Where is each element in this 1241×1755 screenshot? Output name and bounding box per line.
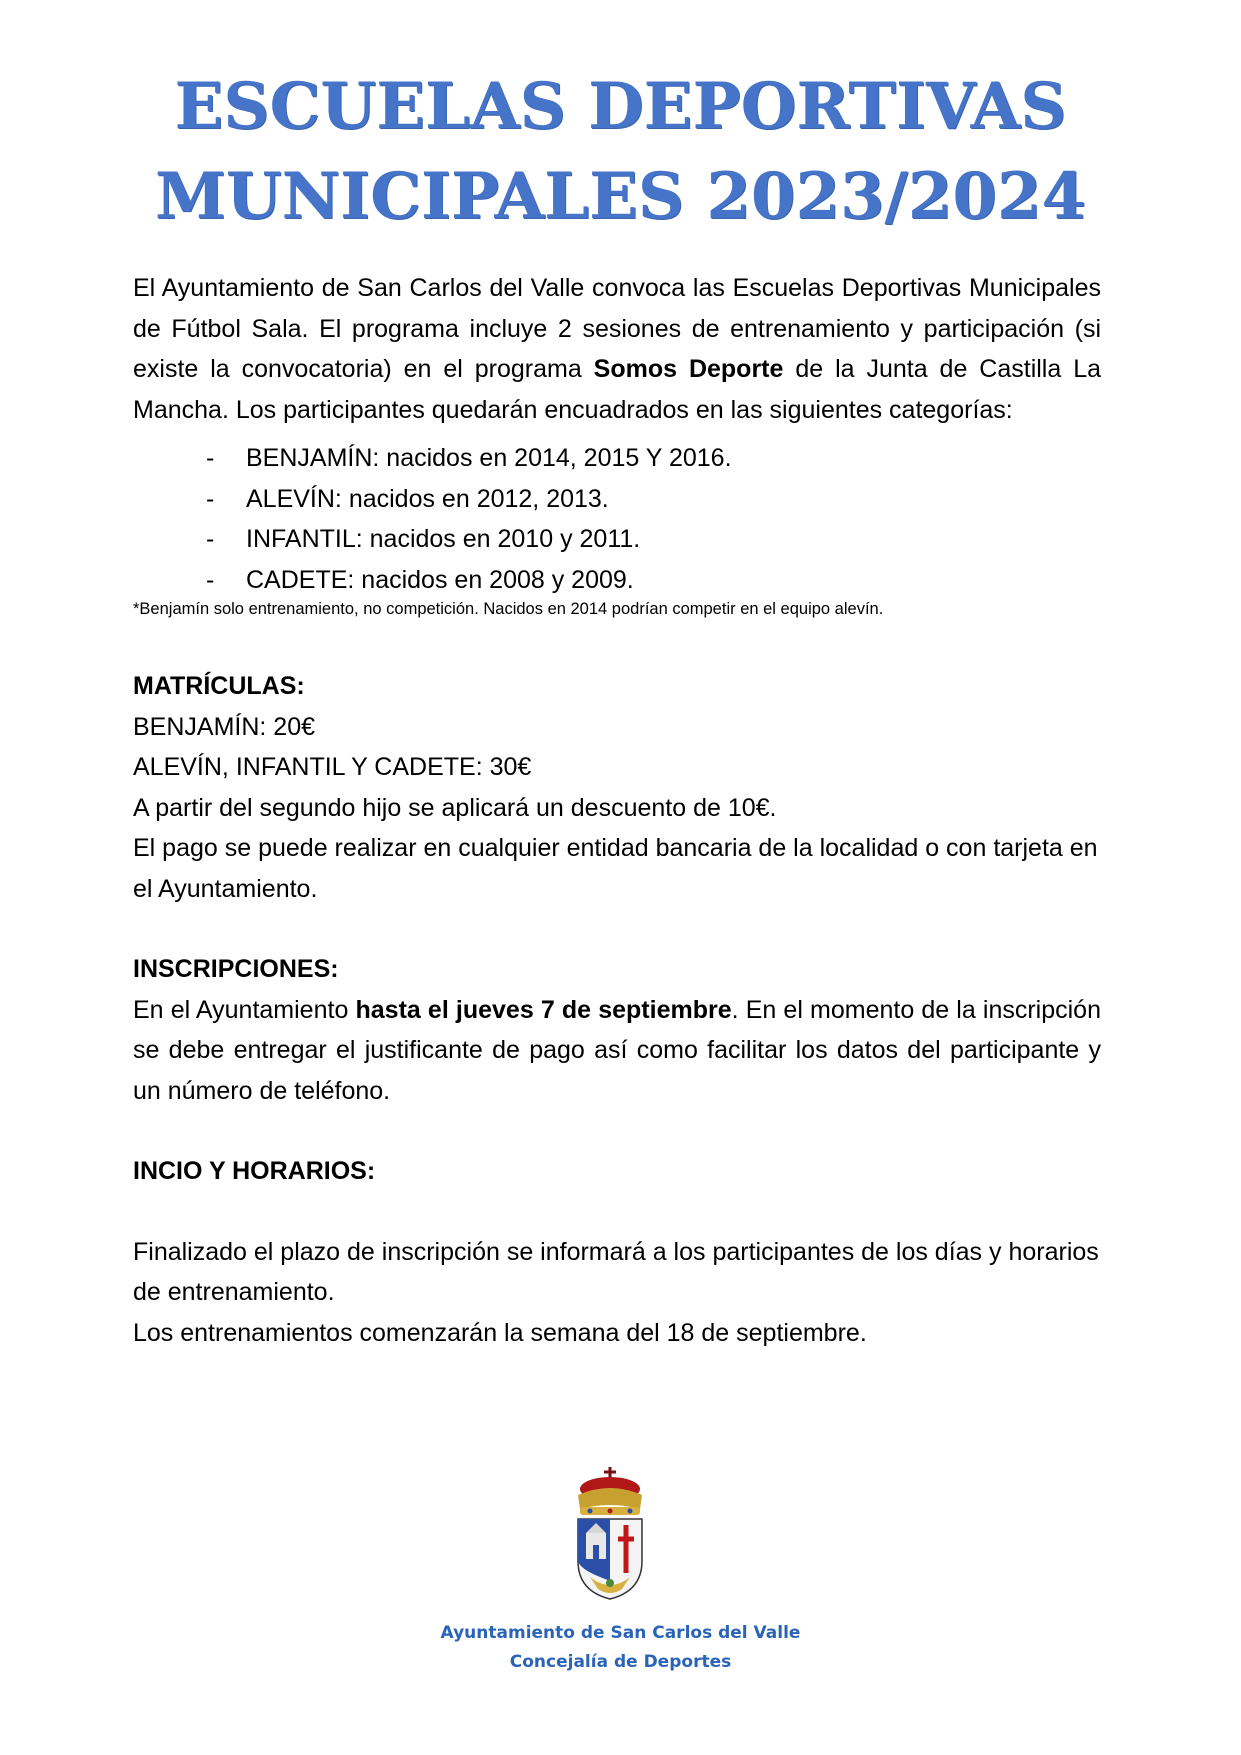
category-alevin: ALEVÍN: nacidos en 2012, 2013. bbox=[246, 484, 609, 513]
bullet-dash: - bbox=[206, 444, 215, 472]
bullet-dash: - bbox=[206, 484, 215, 513]
list-item bbox=[133, 438, 1101, 479]
coat-of-arms-logo bbox=[560, 1465, 660, 1605]
inscripciones-heading: INSCRIPCIONES: bbox=[133, 955, 339, 983]
inscripciones-paragraph bbox=[133, 990, 1101, 1112]
category-benjamin: BENJAMÍN: nacidos en 2014, 2015 Y 2016. bbox=[246, 444, 732, 472]
intro-paragraph bbox=[133, 268, 1101, 430]
matricula-payment: El pago se puede realizar en cualquier entidad bancaria de la localidad o con tarjeta en el Ayuntamiento. bbox=[133, 834, 1098, 903]
inscripciones-deadline: hasta el jueves 7 de septiembre bbox=[355, 995, 732, 1024]
footer bbox=[0, 1619, 1241, 1677]
category-list bbox=[133, 438, 1101, 600]
footer-line-2: Concejalía de Deportes bbox=[509, 1652, 732, 1672]
shield-icon bbox=[578, 1519, 642, 1599]
inscripciones-text-1: En el Ayuntamiento bbox=[133, 995, 356, 1024]
title-line-2: MUNICIPALES 2023/2024 bbox=[155, 159, 1086, 234]
footer-line-1: Ayuntamiento de San Carlos del Valle bbox=[440, 1623, 801, 1643]
bullet-dash: - bbox=[206, 565, 215, 594]
footnote: *Benjamín solo entrenamiento, no competición. Nacidos en 2014 podrían competir en el equipo alevín. bbox=[133, 600, 884, 618]
matricula-benjamin: BENJAMÍN: 20€ bbox=[133, 712, 316, 741]
matricula-discount: A partir del segundo hijo se aplicará un descuento de 10€. bbox=[133, 793, 777, 822]
matricula-others: ALEVÍN, INFANTIL Y CADETE: 30€ bbox=[133, 753, 532, 781]
list-item bbox=[133, 560, 1101, 601]
title-line-1: ESCUELAS DEPORTIVAS bbox=[174, 69, 1067, 144]
horarios-start: Los entrenamientos comenzarán la semana del 18 de septiembre. bbox=[133, 1318, 867, 1347]
intro-text-2: de la Junta de Castilla La Mancha. Los participantes quedarán encuadrados en las siguientes categorías: bbox=[133, 355, 1101, 424]
horarios-info: Finalizado el plazo de inscripción se informará a los participantes de los días y horarios de entrenamiento. bbox=[133, 1237, 1099, 1306]
crown-icon bbox=[578, 1467, 642, 1515]
intro-text-1: El Ayuntamiento de San Carlos del Valle convoca las Escuelas Deportivas Municipales de Fútbol Sala. El programa incluye 2 sesiones de entrenamiento y participación (si existe la convocatoria) en el programa bbox=[133, 274, 1101, 383]
matriculas-heading: MATRÍCULAS: bbox=[133, 672, 305, 700]
list-item bbox=[133, 479, 1101, 520]
bullet-dash: - bbox=[206, 525, 215, 553]
intro-program-name: Somos Deporte bbox=[593, 355, 784, 383]
main-content bbox=[133, 268, 1101, 1353]
list-item bbox=[133, 519, 1101, 560]
inscripciones-text-2: . En el momento de la inscripción se debe entregar el justificante de pago así como facilitar los datos del participante y un número de teléfono. bbox=[133, 995, 1101, 1105]
horarios-heading: INCIO Y HORARIOS: bbox=[133, 1157, 376, 1185]
page-title bbox=[0, 62, 1241, 242]
category-infantil: INFANTIL: nacidos en 2010 y 2011. bbox=[246, 525, 641, 553]
category-cadete: CADETE: nacidos en 2008 y 2009. bbox=[246, 565, 634, 594]
